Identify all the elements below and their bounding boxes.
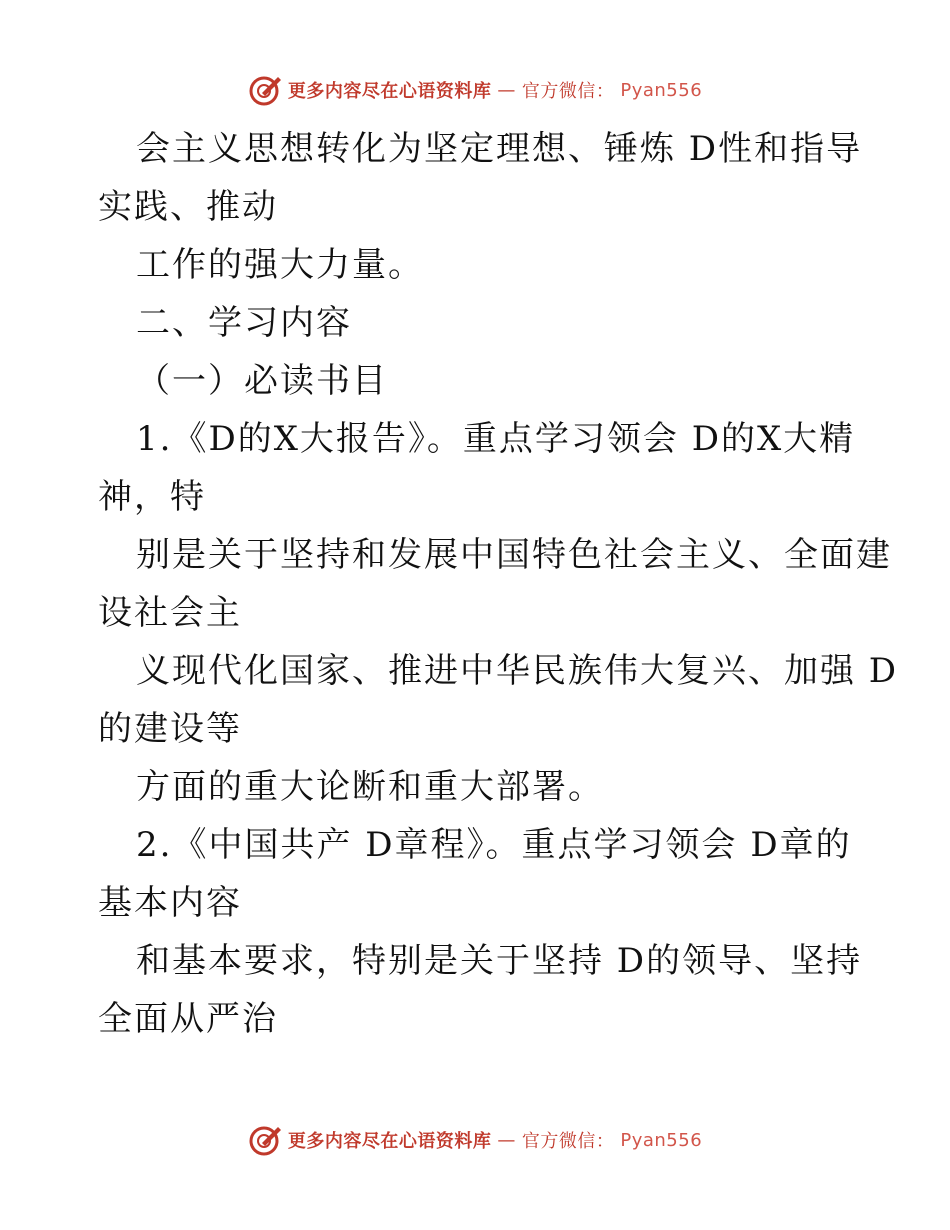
- subsection-heading: （一）必读书目: [136, 361, 388, 401]
- paragraph-line: 实践、推动: [98, 187, 278, 227]
- paragraph-line: 工作的强大力量。: [136, 245, 424, 285]
- banner-separator: —: [497, 79, 516, 101]
- document-body: [98, 120, 899, 1048]
- banner-wechat-label: 官方微信：: [521, 81, 615, 102]
- paragraph-line: 方面的重大论断和重大部署。: [136, 767, 604, 807]
- banner-title: 更多内容尽在心语资料库: [287, 81, 492, 102]
- pen-logo-icon: [248, 1123, 282, 1157]
- paragraph-line: 设社会主: [98, 593, 242, 633]
- paragraph-line: 的建设等: [98, 709, 242, 749]
- pen-logo-icon: [248, 73, 282, 107]
- banner-wechat-id: Pyan556: [620, 79, 703, 101]
- section-heading: 二、学习内容: [136, 303, 352, 343]
- paragraph-line: 和基本要求，特别是关于坚持 D的领导、坚持: [136, 941, 863, 981]
- paragraph-line: 基本内容: [98, 883, 242, 923]
- paragraph-line: 2.《中国共产 D章程》。重点学习领会 D章的: [136, 825, 852, 865]
- paragraph-line: 会主义思想转化为坚定理想、锤炼 D性和指导: [136, 129, 863, 169]
- banner-wechat-label: 官方微信：: [521, 1131, 615, 1152]
- banner-wechat-id: Pyan556: [620, 1129, 703, 1151]
- watermark-banner-top: [0, 70, 950, 110]
- paragraph-line: 别是关于坚持和发展中国特色社会主义、全面建: [136, 535, 892, 575]
- paragraph-line: 全面从严治: [98, 999, 278, 1039]
- banner-title: 更多内容尽在心语资料库: [287, 1131, 492, 1152]
- banner-separator: —: [497, 1129, 516, 1151]
- paragraph-line: 1.《D的X大报告》。重点学习领会 D的X大精: [136, 419, 856, 459]
- watermark-banner-bottom: [0, 1120, 950, 1160]
- paragraph-line: 神，特: [98, 477, 206, 517]
- paragraph-line: 义现代化国家、推进中华民族伟大复兴、加强 D: [136, 651, 899, 691]
